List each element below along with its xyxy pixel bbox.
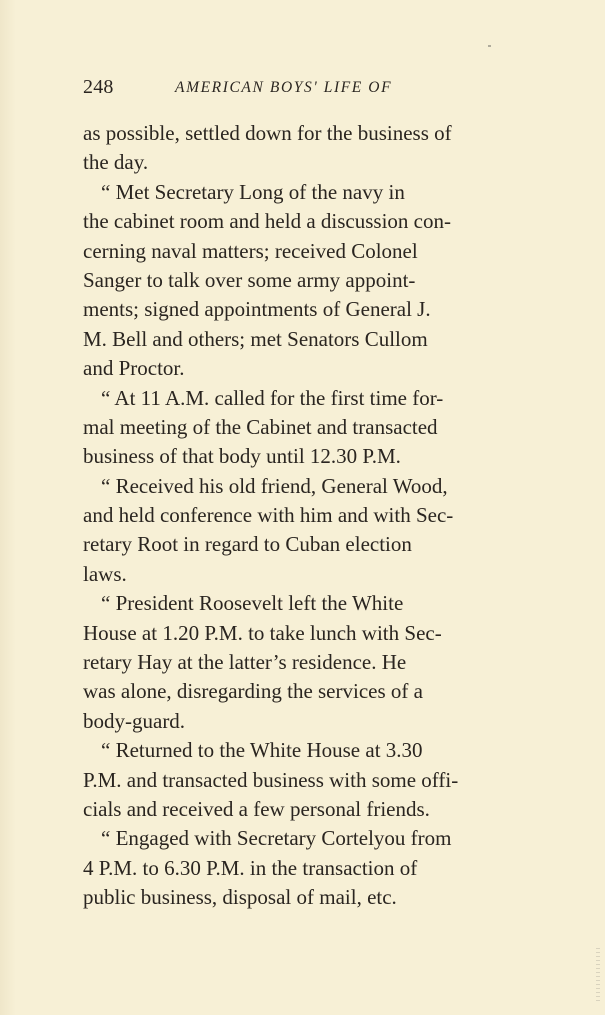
- text-line: cials and received a few personal friends.: [83, 796, 430, 821]
- text-line: as possible, settled down for the business of: [83, 121, 452, 145]
- text-line: was alone, disregarding the services of a: [83, 679, 423, 704]
- paper-speck: [488, 45, 491, 47]
- text-line: the day.: [83, 150, 149, 175]
- text-line: the cabinet room and held a discussion con-: [83, 209, 451, 234]
- text-line: body-guard.: [83, 708, 186, 733]
- text-line: business of that body until 12.30 P.M.: [83, 444, 401, 469]
- text-line: cerning naval matters; received Colonel: [83, 238, 418, 263]
- running-head: [83, 73, 538, 101]
- text-line: laws.: [83, 561, 127, 586]
- page-edge-marks: [596, 948, 600, 1003]
- page-number: 248: [83, 76, 114, 98]
- text-line: “ Returned to the White House at 3.30: [101, 738, 423, 763]
- text-line: Sanger to talk over some army appoint-: [83, 267, 416, 292]
- text-line: “ Received his old friend, General Wood,: [101, 473, 448, 498]
- text-line: P.M. and transacted business with some offi-: [83, 767, 459, 792]
- text-line: and held conference with him and with Sec-: [83, 503, 454, 528]
- text-line: public business, disposal of mail, etc.: [83, 885, 397, 910]
- text-line: House at 1.20 P.M. to take lunch with Sec-: [83, 620, 442, 645]
- text-line: 4 P.M. to 6.30 P.M. in the transaction of: [83, 855, 418, 880]
- running-title: AMERICAN BOYS' LIFE OF: [175, 79, 393, 96]
- page-edge-shadow: [0, 0, 16, 1015]
- text-line: ments; signed appointments of General J.: [83, 297, 431, 322]
- text-line: and Proctor.: [83, 356, 185, 381]
- text-line: “ At 11 A.M. called for the first time for-: [101, 385, 444, 410]
- text-line: “ Engaged with Secretary Cortelyou from: [101, 826, 452, 851]
- text-line: M. Bell and others; met Senators Cullom: [83, 326, 428, 351]
- text-line: “ President Roosevelt left the White: [101, 591, 404, 616]
- text-line: retary Hay at the latter’s residence. He: [83, 650, 407, 675]
- text-line: “ Met Secretary Long of the navy in: [101, 179, 405, 204]
- text-line: retary Root in regard to Cuban election: [83, 532, 412, 557]
- text-line: mal meeting of the Cabinet and transacted: [83, 414, 438, 439]
- body-text: [83, 119, 538, 913]
